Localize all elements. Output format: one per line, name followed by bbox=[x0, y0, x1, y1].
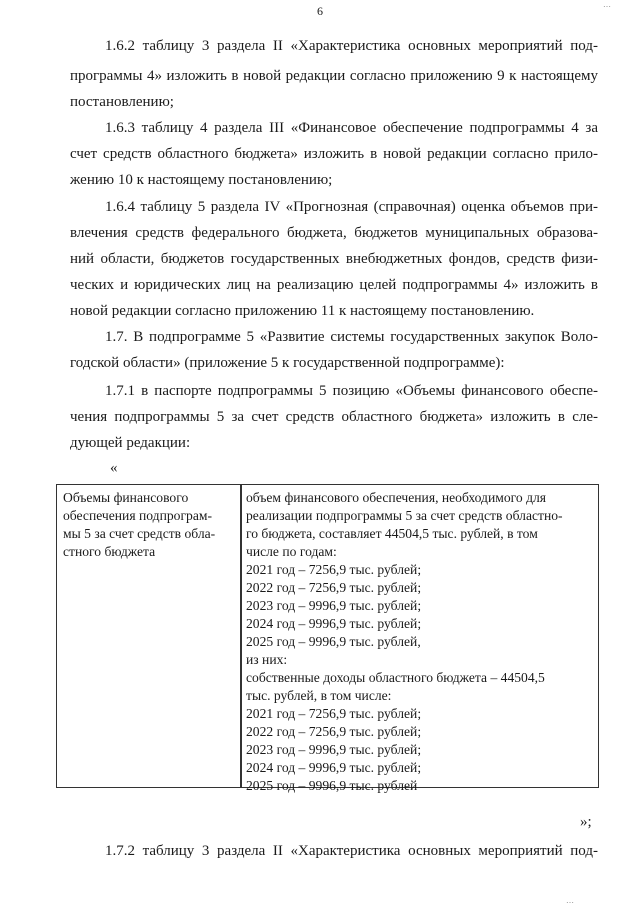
cell-line: 2023 год – 9996,9 тыс. рублей; bbox=[246, 598, 422, 613]
closing-quote-mark: »; bbox=[580, 814, 592, 830]
opening-quote-mark: « bbox=[110, 460, 118, 476]
cell-line: реализации подпрограммы 5 за счет средств областно- bbox=[246, 508, 563, 523]
cell-line: Объемы финансового bbox=[63, 490, 189, 505]
text-line: новой редакции согласно приложению 11 к настоящему постановлению. bbox=[70, 303, 535, 319]
text-line: программы 4» изложить в новой редакции согласно приложению 9 к настоящему bbox=[70, 68, 598, 84]
text-line: чения подпрограммы 5 за счет средств областного бюджета» изложить в сле- bbox=[70, 409, 598, 425]
text-line: 1.6.2 таблицу 3 раздела II «Характеристика основных мероприятий под- bbox=[105, 38, 598, 54]
cell-line: стного бюджета bbox=[63, 544, 156, 559]
cell-line: 2024 год – 9996,9 тыс. рублей; bbox=[246, 616, 422, 631]
text-line: влечения средств федерального бюджета, бюджетов муниципальных образова- bbox=[70, 225, 598, 241]
table-column-divider bbox=[240, 485, 242, 787]
cell-line: 2021 год – 7256,9 тыс. рублей; bbox=[246, 562, 422, 577]
text-line: годской области» (приложение 5 к государственной подпрограмме): bbox=[70, 355, 505, 371]
text-line: жению 10 к настоящему постановлению; bbox=[70, 172, 333, 188]
corner-scan-mark: … bbox=[603, 0, 612, 9]
cell-line: тыс. рублей, в том числе: bbox=[246, 688, 392, 703]
text-line: 1.6.3 таблицу 4 раздела III «Финансовое обеспечение подпрограммы 4 за bbox=[105, 120, 598, 136]
cell-line: из них: bbox=[246, 652, 288, 667]
cell-line: объем финансового обеспечения, необходимого для bbox=[246, 490, 547, 505]
cell-line: 2025 год – 9996,9 тыс. рублей, bbox=[246, 634, 421, 649]
cell-line: 2024 год – 9996,9 тыс. рублей; bbox=[246, 760, 422, 775]
cell-line: мы 5 за счет средств обла- bbox=[63, 526, 216, 541]
text-line: ний области, бюджетов государственных внебюджетных фондов, средств физи- bbox=[70, 251, 598, 267]
text-line: 1.7. В подпрограмме 5 «Развитие системы государственных закупок Воло- bbox=[105, 329, 598, 345]
cell-line: собственные доходы областного бюджета – 44504,5 bbox=[246, 670, 545, 685]
table-left-cell bbox=[63, 489, 235, 561]
cell-line: го бюджета, составляет 44504,5 тыс. рублей, в том bbox=[246, 526, 538, 541]
cell-line: 2025 год – 9996,9 тыс. рублей bbox=[246, 778, 418, 793]
cell-line: числе по годам: bbox=[246, 544, 337, 559]
paragraph-1-7-2: 1.7.2 таблицу 3 раздела II «Характеристика основных мероприятий под- bbox=[105, 843, 598, 859]
text-line: ческих и юридических лиц на реализацию целей подпрограммы 4» изложить в bbox=[70, 277, 598, 293]
bottom-scan-mark: … bbox=[566, 896, 574, 905]
cell-line: 2023 год – 9996,9 тыс. рублей; bbox=[246, 742, 422, 757]
cell-line: 2022 год – 7256,9 тыс. рублей; bbox=[246, 724, 422, 739]
text-line: счет средств областного бюджета» изложить в новой редакции согласно прило- bbox=[70, 146, 598, 162]
text-line: дующей редакции: bbox=[70, 435, 191, 451]
page-number: 6 bbox=[317, 4, 323, 18]
cell-line: 2021 год – 7256,9 тыс. рублей; bbox=[246, 706, 422, 721]
text-line: 1.7.1 в паспорте подпрограммы 5 позицию «Объемы финансового обеспе- bbox=[105, 383, 598, 399]
text-line: 1.6.4 таблицу 5 раздела IV «Прогнозная (справочная) оценка объемов при- bbox=[105, 199, 598, 215]
passport-table bbox=[56, 484, 599, 793]
cell-line: обеспечения подпрограм- bbox=[63, 508, 212, 523]
table-right-cell bbox=[246, 489, 596, 795]
cell-line: 2022 год – 7256,9 тыс. рублей; bbox=[246, 580, 422, 595]
text-line: постановлению; bbox=[70, 94, 174, 110]
